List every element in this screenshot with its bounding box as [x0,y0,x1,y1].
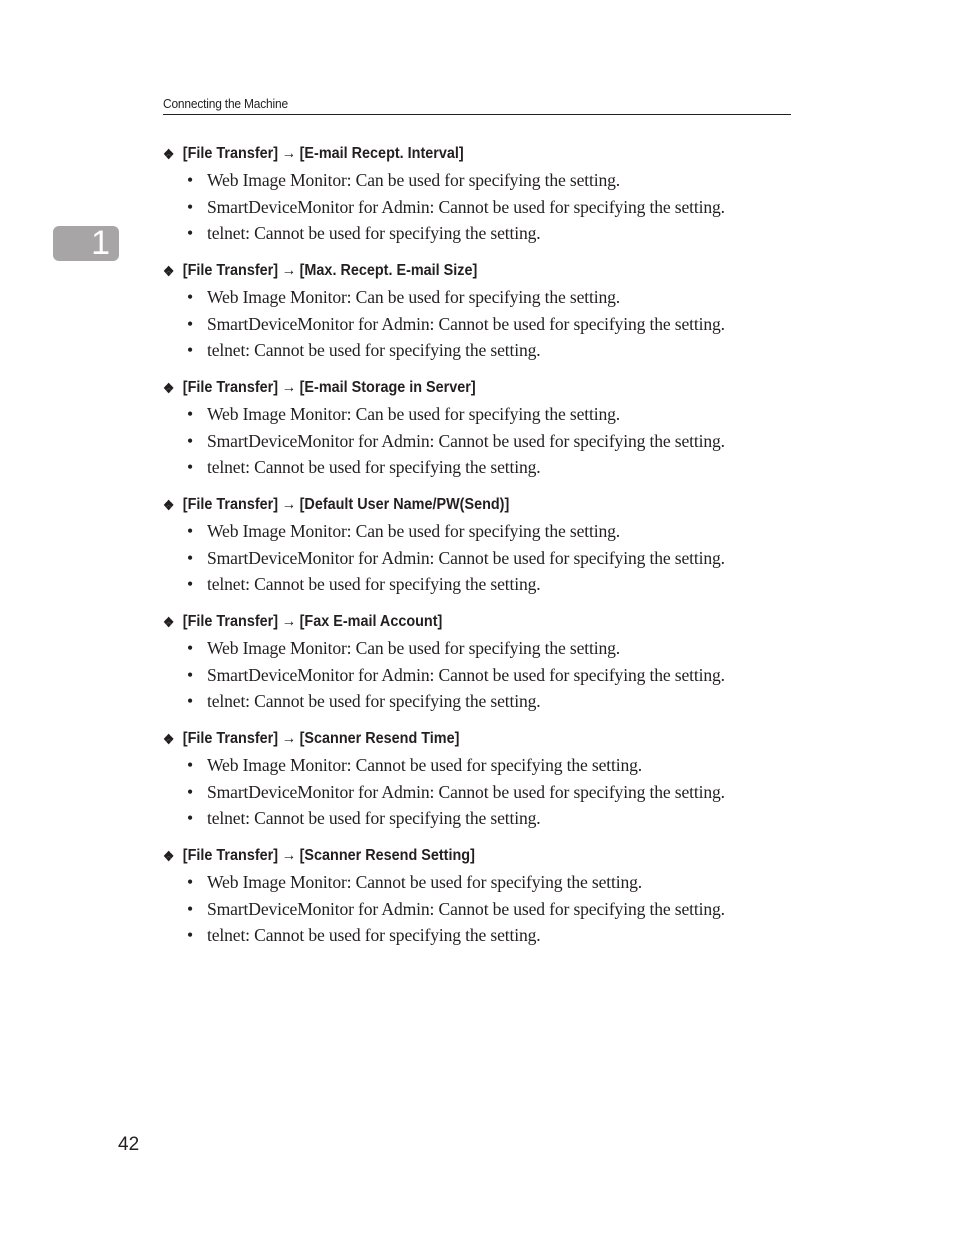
setting-name: [Default User Name/PW(Send)] [299,496,510,513]
list-item [163,167,803,194]
section-heading [163,726,739,752]
bullet-list [163,167,803,247]
list-item [163,779,803,806]
bullet-icon: • [187,638,194,658]
bullet-icon: • [187,340,194,360]
list-item [163,571,803,598]
menu-name: [File Transfer] [182,262,279,279]
diamond-bullet-icon: ❖ [163,262,175,279]
menu-name: [File Transfer] [182,847,279,864]
section-heading [163,609,739,635]
arrow-right-icon: → [281,613,297,630]
list-item-text: SmartDeviceMonitor for Admin: Cannot be used for specifying the setting. [207,547,725,568]
list-item [163,454,803,481]
setting-name: [Fax E-mail Account] [299,613,443,630]
setting-section [163,258,803,375]
list-item-text: Web Image Monitor: Cannot be used for specifying the setting. [207,755,643,775]
list-item-text: SmartDeviceMonitor for Admin: Cannot be used for specifying the setting. [207,898,725,919]
list-item [163,662,803,689]
list-item-text: telnet: Cannot be used for specifying the setting. [207,808,541,828]
arrow-right-icon: → [281,730,297,747]
menu-name: [File Transfer] [182,496,279,513]
list-item-text: SmartDeviceMonitor for Admin: Cannot be used for specifying the setting. [207,430,725,451]
section-heading [163,843,739,869]
bullet-list [163,284,803,364]
bullet-icon: • [187,521,194,541]
menu-name: [File Transfer] [182,613,279,630]
bullet-icon: • [187,547,194,568]
header-rule [163,114,791,115]
setting-section [163,843,803,960]
list-item-text: Web Image Monitor: Cannot be used for specifying the setting. [207,872,643,892]
list-item-text: Web Image Monitor: Can be used for specifying the setting. [207,170,621,190]
menu-name: [File Transfer] [182,730,279,747]
bullet-icon: • [187,404,194,424]
bullet-list [163,869,803,949]
bullet-icon: • [187,170,194,190]
list-item-text: Web Image Monitor: Can be used for specifying the setting. [207,404,621,424]
list-item-text: telnet: Cannot be used for specifying the setting. [207,223,541,243]
list-item-text: telnet: Cannot be used for specifying the setting. [207,925,541,945]
setting-name: [E-mail Recept. Interval] [299,145,464,162]
setting-name: [Max. Recept. E-mail Size] [299,262,478,279]
list-item [163,896,803,923]
list-item-text: SmartDeviceMonitor for Admin: Cannot be used for specifying the setting. [207,313,725,334]
diamond-bullet-icon: ❖ [163,613,175,630]
list-item-text: SmartDeviceMonitor for Admin: Cannot be used for specifying the setting. [207,664,725,685]
setting-section [163,141,803,258]
bullet-icon: • [187,313,194,334]
arrow-right-icon: → [281,145,297,162]
bullet-icon: • [187,196,194,217]
setting-section [163,726,803,843]
setting-name: [Scanner Resend Time] [299,730,460,747]
bullet-icon: • [187,287,194,307]
arrow-right-icon: → [281,496,297,513]
diamond-bullet-icon: ❖ [163,496,175,513]
page-number: 42 [118,1134,140,1155]
setting-section [163,375,803,492]
list-item [163,401,803,428]
setting-name: [E-mail Storage in Server] [299,379,476,396]
section-heading [163,492,739,518]
list-item-text: Web Image Monitor: Can be used for specifying the setting. [207,521,621,541]
bullet-icon: • [187,664,194,685]
chapter-tab [53,226,119,261]
list-item-text: telnet: Cannot be used for specifying the setting. [207,691,541,711]
running-header: Connecting the Machine [163,96,288,111]
list-item [163,752,803,779]
settings-list [163,141,803,960]
list-item [163,284,803,311]
bullet-icon: • [187,574,194,594]
section-heading [163,258,739,284]
chapter-number: 1 [91,224,110,262]
list-item [163,805,803,832]
diamond-bullet-icon: ❖ [163,847,175,864]
arrow-right-icon: → [281,262,297,279]
list-item [163,922,803,949]
diamond-bullet-icon: ❖ [163,730,175,747]
bullet-icon: • [187,781,194,802]
bullet-icon: • [187,691,194,711]
list-item [163,635,803,662]
bullet-list [163,401,803,481]
bullet-list [163,635,803,715]
arrow-right-icon: → [281,379,297,396]
list-item [163,428,803,455]
list-item [163,518,803,545]
list-item [163,688,803,715]
setting-section [163,609,803,726]
setting-section [163,492,803,609]
bullet-icon: • [187,223,194,243]
bullet-icon: • [187,755,194,775]
list-item [163,194,803,221]
bullet-icon: • [187,925,194,945]
list-item-text: telnet: Cannot be used for specifying the setting. [207,574,541,594]
arrow-right-icon: → [281,847,297,864]
list-item-text: Web Image Monitor: Can be used for specifying the setting. [207,638,621,658]
list-item-text: SmartDeviceMonitor for Admin: Cannot be used for specifying the setting. [207,781,725,802]
list-item [163,337,803,364]
bullet-icon: • [187,808,194,828]
diamond-bullet-icon: ❖ [163,379,175,396]
list-item [163,311,803,338]
bullet-icon: • [187,430,194,451]
list-item-text: SmartDeviceMonitor for Admin: Cannot be used for specifying the setting. [207,196,725,217]
list-item [163,869,803,896]
list-item-text: telnet: Cannot be used for specifying the setting. [207,457,541,477]
menu-name: [File Transfer] [182,145,279,162]
list-item [163,545,803,572]
list-item-text: Web Image Monitor: Can be used for specifying the setting. [207,287,621,307]
setting-name: [Scanner Resend Setting] [299,847,475,864]
menu-name: [File Transfer] [182,379,279,396]
list-item-text: telnet: Cannot be used for specifying the setting. [207,340,541,360]
section-heading [163,141,739,167]
bullet-icon: • [187,457,194,477]
bullet-icon: • [187,898,194,919]
bullet-list [163,518,803,598]
bullet-list [163,752,803,832]
diamond-bullet-icon: ❖ [163,145,175,162]
bullet-icon: • [187,872,194,892]
list-item [163,220,803,247]
section-heading [163,375,739,401]
